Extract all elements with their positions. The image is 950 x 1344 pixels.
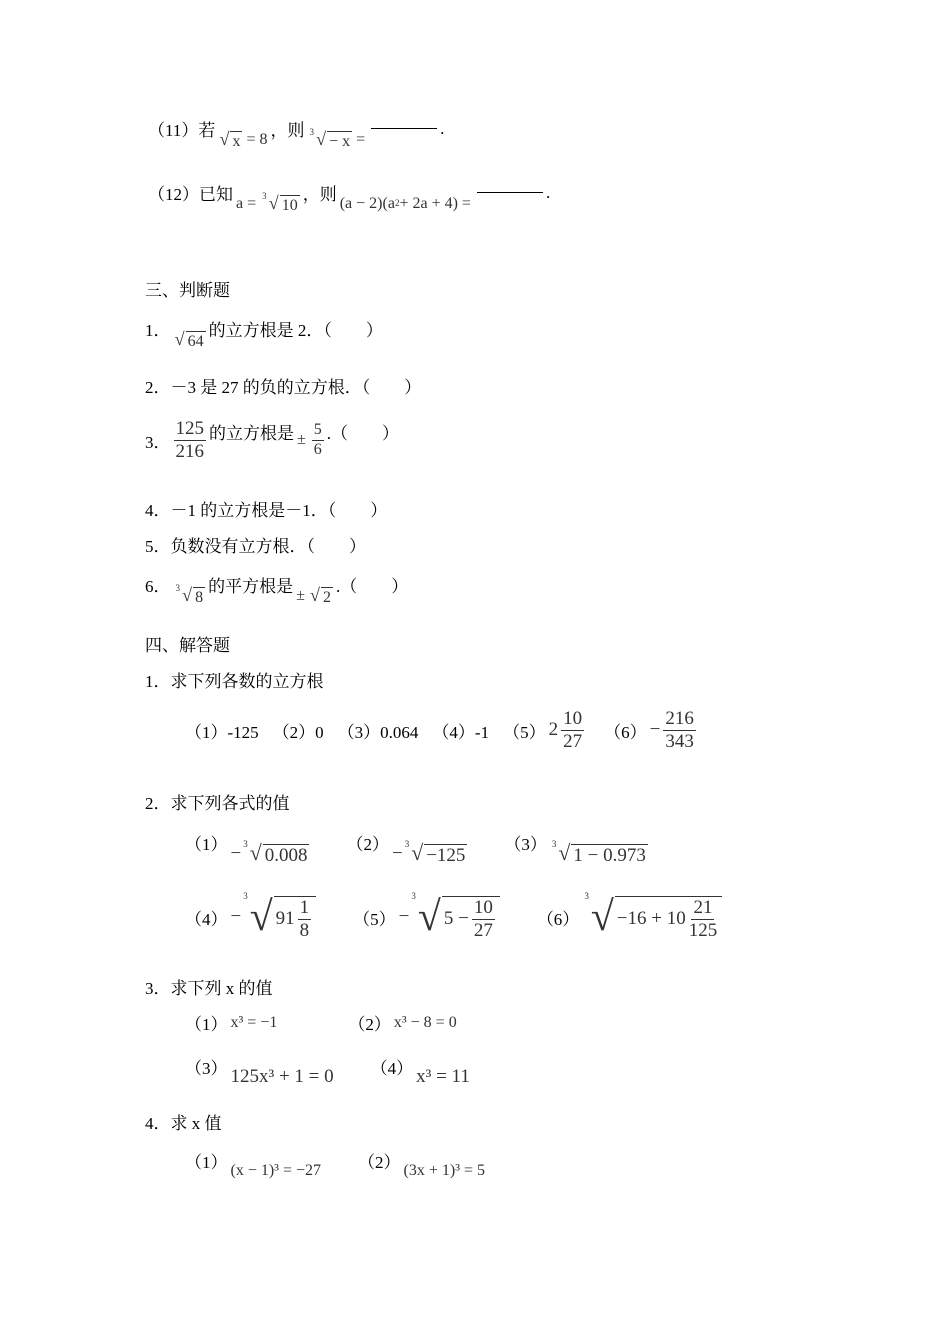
item: （2）0	[272, 722, 324, 742]
item-label: （2）	[348, 1015, 391, 1034]
item-label: （3）	[185, 1058, 228, 1078]
item: （5）	[503, 722, 546, 742]
text: .	[440, 118, 445, 138]
root-index: 3	[309, 127, 314, 137]
item: （6）	[604, 722, 647, 742]
root-index: 3	[584, 891, 589, 901]
minus-sign: −	[398, 906, 410, 928]
root-index: 3	[243, 891, 248, 901]
negative-fraction	[650, 708, 699, 753]
equation: (3x + 1)³ = 5	[403, 1162, 486, 1179]
judge-item-6	[145, 562, 408, 607]
judge-item-2: 2．－3 是 27 的负的立方根．（ ）	[145, 378, 422, 397]
math-expression: − 3 √ 91 $\frac{1}{8}$	[231, 892, 317, 942]
denominator: 27	[473, 920, 493, 942]
question-3-row-2	[185, 1044, 473, 1088]
math-expression: a = 3 √ 10	[236, 191, 298, 214]
question-4-row	[185, 1140, 488, 1180]
numerator: 1	[299, 897, 310, 919]
numerator: 21	[693, 897, 713, 919]
item: （4）-1	[432, 722, 490, 742]
item: （1）-125	[185, 722, 259, 742]
text: ，则	[302, 185, 337, 204]
root-index: 3	[411, 891, 416, 901]
numerator: 5	[312, 421, 324, 440]
math-expression: − 3 √ 0.008	[230, 839, 308, 866]
fill-question-12	[148, 170, 550, 215]
minus-sign: −	[391, 842, 403, 864]
minus-sign: −	[230, 842, 242, 864]
numerator: 216	[665, 708, 694, 729]
question-1-items	[185, 708, 702, 753]
radicand: 10	[281, 196, 298, 214]
root-index: 3	[404, 839, 410, 849]
question-2-row-2	[185, 892, 725, 942]
numerator: 10	[563, 708, 583, 729]
minus-sign: −	[230, 906, 242, 928]
math-expression: 3 √ − x =	[309, 127, 366, 150]
item-number: 1．	[145, 321, 171, 340]
radicand: −125	[426, 844, 466, 866]
judge-item-5: 5．负数没有立方根．（ ）	[145, 537, 366, 556]
fraction	[312, 421, 324, 459]
minus-sign: −	[649, 719, 661, 741]
item-label: （4）	[370, 1058, 414, 1078]
numerator: 125	[175, 418, 204, 439]
item-label: （1）	[185, 835, 228, 855]
item-label: （5）	[353, 909, 396, 929]
radicand: 0.008	[264, 844, 308, 866]
section-heading: 三、判断题	[145, 281, 230, 300]
math-expression: ± √ 2	[296, 585, 331, 606]
radicand: 8	[195, 588, 204, 606]
radicand: 1 − 0.973	[573, 844, 646, 866]
text: .	[545, 182, 551, 202]
math-expression: − 3 √ −125	[391, 839, 466, 866]
question-title: 3．求下列 x 的值	[145, 979, 273, 998]
equation: x³ = −1	[230, 1013, 278, 1031]
whole: 91	[275, 908, 295, 930]
mixed-number	[549, 708, 588, 753]
denominator: 216	[175, 440, 204, 462]
answer-blank	[371, 128, 437, 129]
fill-question-11	[148, 106, 444, 151]
math-text: a =	[236, 194, 257, 212]
root-index: 3	[175, 583, 180, 593]
question-2-row-1	[185, 818, 651, 867]
math-text: = 8	[246, 130, 268, 148]
root-index: 3	[262, 191, 267, 201]
equation: (x − 1)³ = −27	[230, 1162, 322, 1179]
question-title: 1．求下列各数的立方根	[145, 672, 324, 691]
item-number: 3．	[145, 432, 171, 452]
answer-blank	[477, 192, 543, 193]
math-text: =	[356, 130, 366, 148]
equation: x³ = 11	[416, 1066, 470, 1087]
radicand: 2	[322, 588, 331, 606]
question-title: 2．求下列各式的值	[145, 794, 290, 813]
denominator: 343	[665, 730, 694, 752]
root-index: 3	[551, 839, 557, 849]
math-text: 5 −	[443, 908, 469, 930]
radicand: x	[232, 132, 241, 150]
item-text: .（ ）	[335, 577, 409, 596]
math-expression	[340, 195, 471, 213]
judge-item-1	[145, 306, 383, 351]
item-label: （3）	[504, 835, 547, 855]
root-index: 3	[243, 839, 248, 849]
denominator: 6	[313, 440, 322, 458]
math-expression: √ x = 8	[219, 129, 268, 150]
whole: 2	[548, 719, 559, 741]
item-text: 的平方根是	[208, 577, 294, 596]
item-text: 的立方根是	[209, 423, 294, 443]
item-text: 的立方根是 2．（ ）	[208, 321, 383, 340]
math-expression: 3 √ −16 + 10 $\frac{21}{125}$	[582, 892, 722, 942]
question-label: （12）已知	[148, 185, 233, 204]
item-text: .（ ）	[326, 423, 400, 443]
text: ，则	[270, 121, 305, 140]
item-label: （2）	[358, 1152, 401, 1172]
math-text: (a − 2)(a	[339, 194, 395, 212]
item-label: （2）	[346, 835, 389, 855]
judge-item-4: 4．－1 的立方根是－1．（ ）	[145, 501, 388, 520]
denominator: 125	[688, 920, 718, 942]
item: （3）0.064	[337, 722, 419, 742]
question-3-row-1	[185, 1010, 460, 1035]
item-label: （4）	[185, 909, 228, 929]
math-text: + 2a + 4) =	[399, 194, 471, 212]
plus-minus: ±	[297, 431, 306, 449]
equation: 125x³ + 1 = 0	[230, 1066, 334, 1087]
question-label: （11）若	[148, 121, 216, 140]
section-heading: 四、解答题	[145, 636, 230, 655]
math-text: −16 + 10	[616, 908, 686, 930]
radicand: − x	[329, 132, 351, 150]
item-number: 6．	[145, 577, 171, 596]
equation: x³ − 8 = 0	[393, 1013, 457, 1031]
judge-item-3	[145, 418, 399, 463]
math-expression: 3 √ 1 − 0.973	[551, 839, 646, 866]
denominator: 8	[299, 920, 310, 942]
question-title: 4．求 x 值	[145, 1114, 222, 1133]
item-label: （1）	[185, 1015, 228, 1034]
math-expression: 3 √ 8	[175, 583, 204, 606]
math-expression: √ 64	[174, 329, 204, 350]
radicand: 64	[187, 332, 204, 350]
numerator: 10	[473, 897, 493, 919]
plus-minus: ±	[296, 586, 305, 604]
item-label: （6）	[536, 909, 580, 929]
fraction	[174, 418, 207, 463]
item-label: （1）	[185, 1152, 228, 1172]
denominator: 27	[563, 730, 583, 752]
math-expression: − 3 √ 5 − $\frac{10}{27}$	[399, 892, 500, 942]
exponent: 2	[394, 198, 400, 208]
